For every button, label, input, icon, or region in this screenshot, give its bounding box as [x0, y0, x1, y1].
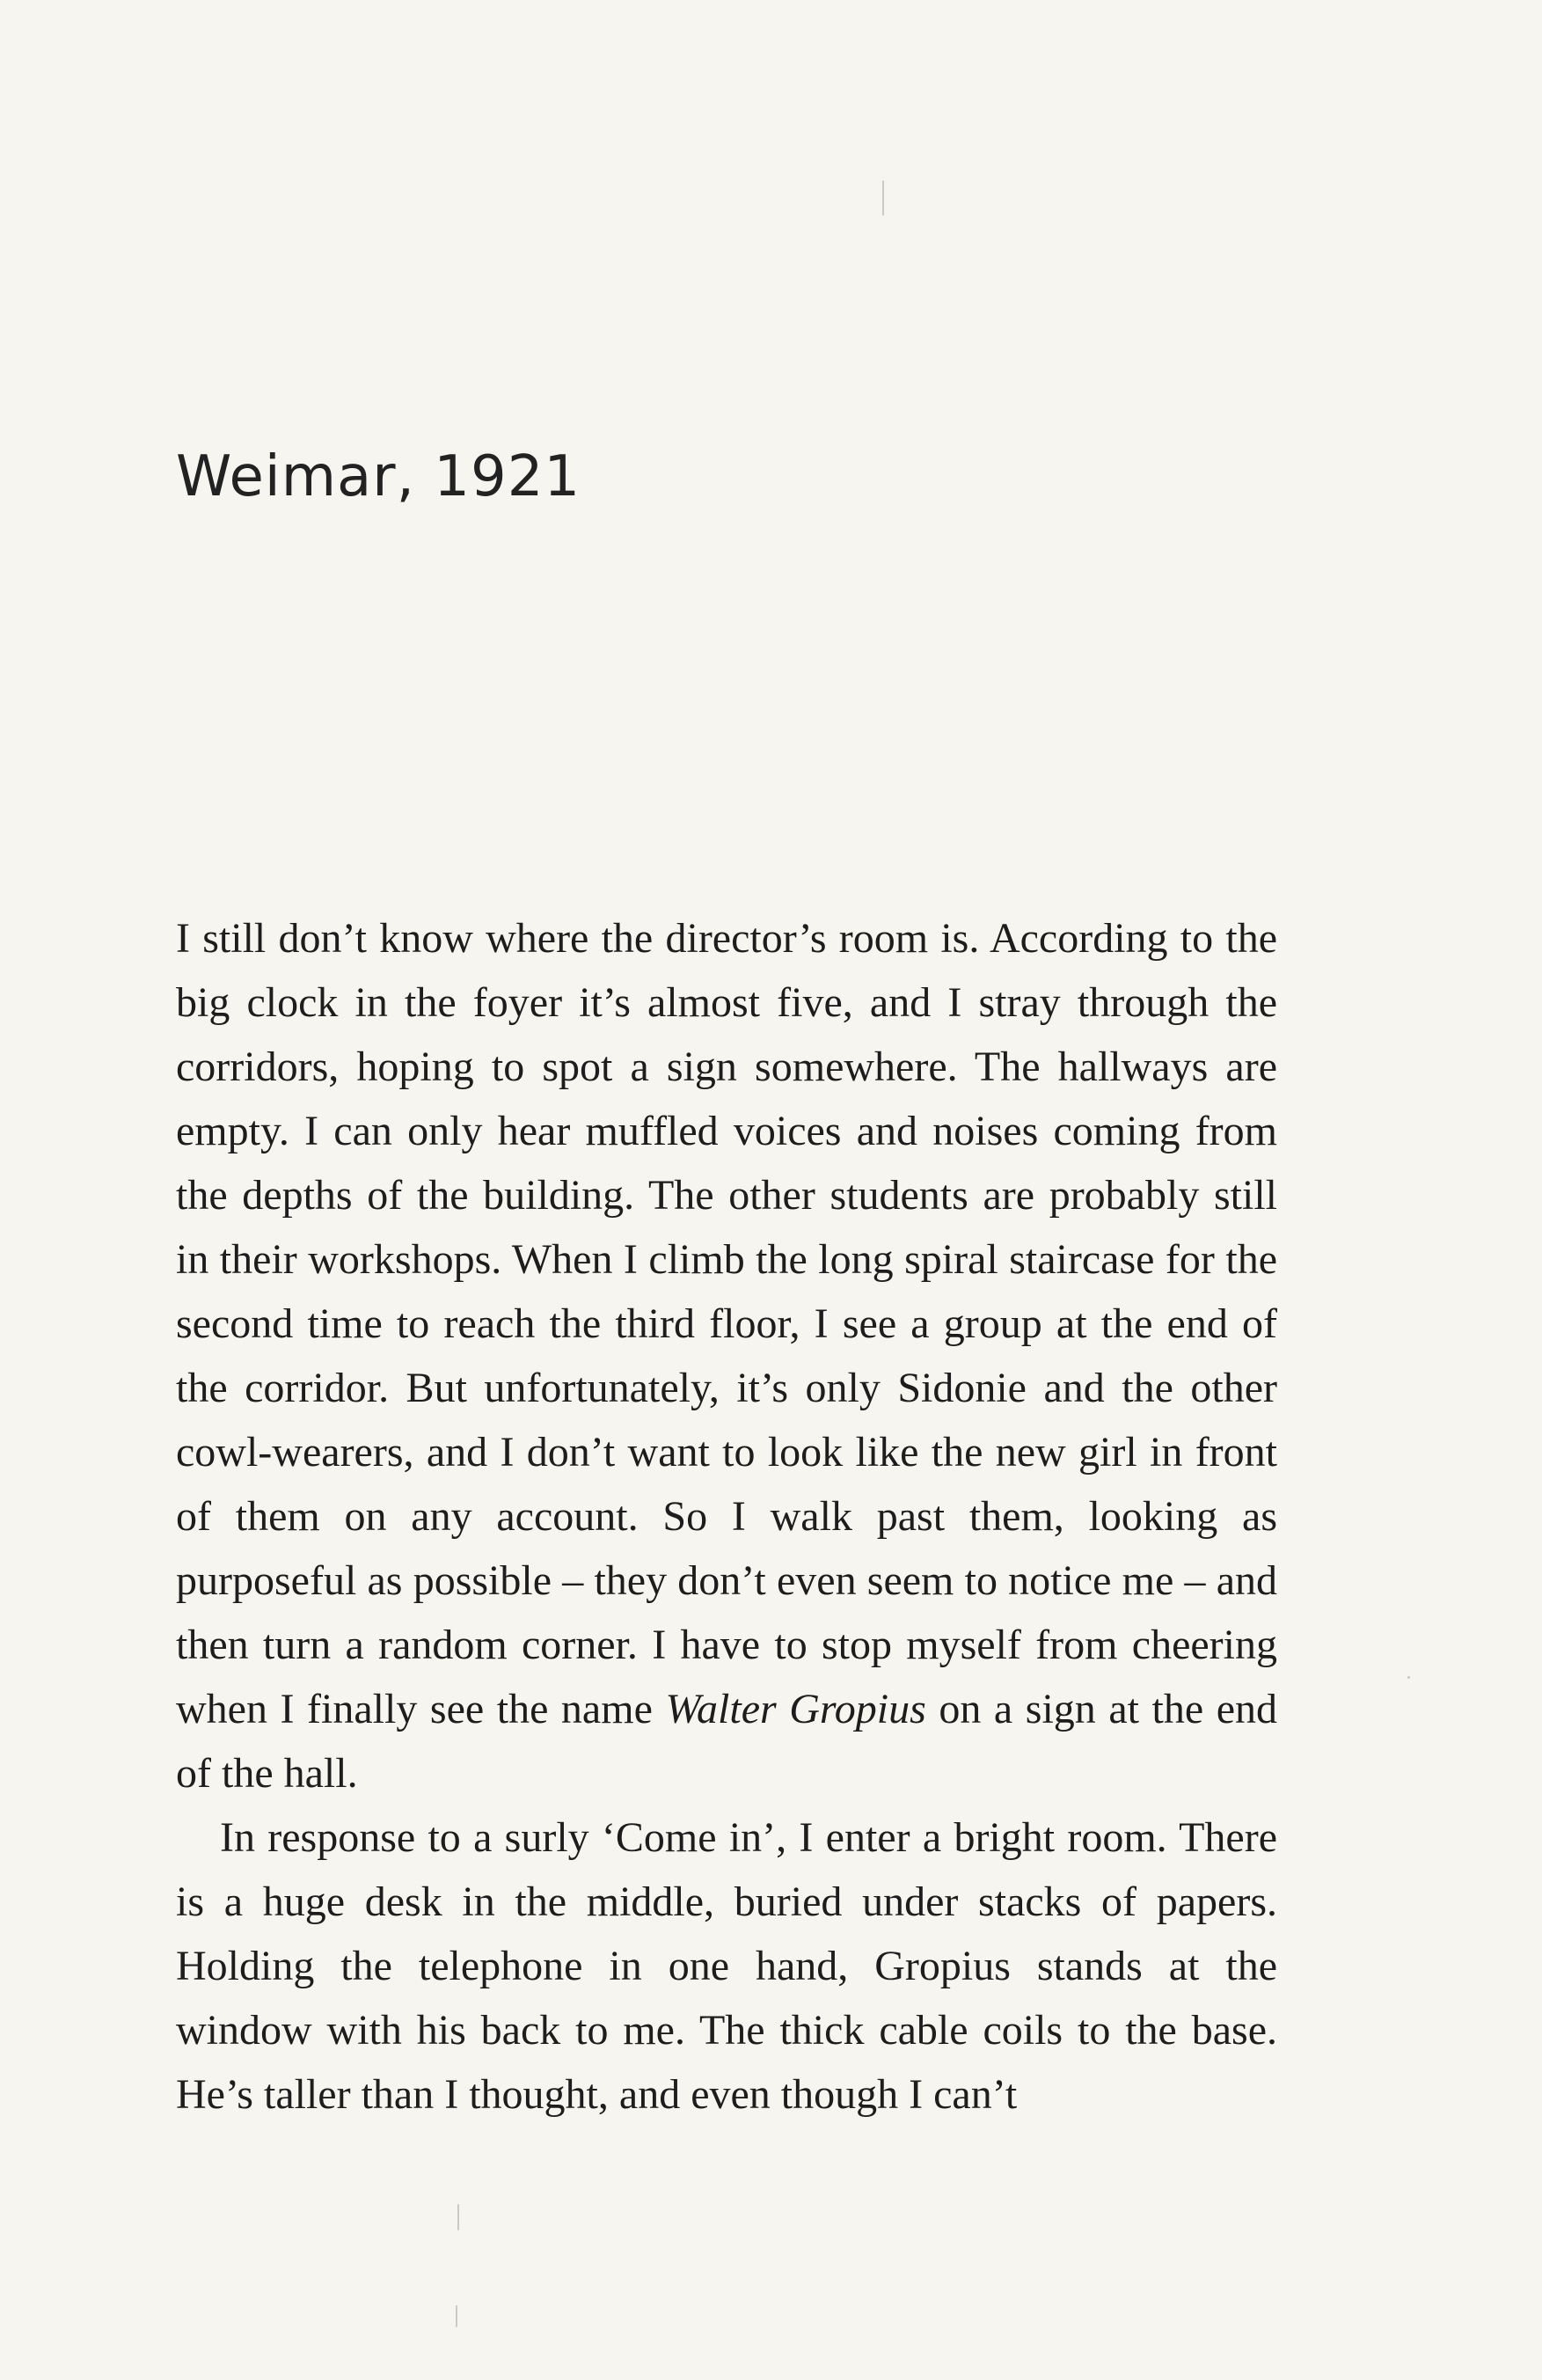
- paragraph-2: In response to a surly ‘Come in’, I enter a bright room. There is a huge desk in the middle, buried under stacks of papers. Holding the telephone in one hand, Gropius stands at the window with his back to me. The thick cable coils to the base. He’s taller than I thought, and even though I can’t: [176, 1814, 1277, 2118]
- paragraph-1: [176, 906, 1277, 1805]
- scan-speck: [1407, 1676, 1410, 1679]
- paragraph-1-text-start: I still don’t know where the director’s room is. According to the big clock in the foyer it’s almost five, and I stray through the corridors, hoping to spot a sign somewhere. The hallways are empty. I can only hear muffled voices and noises coming from the depths of the building. The other students are probably still in their workshops. When I climb the long spiral staircase for the second time to reach the third floor, I see a group at the end of the corridor. But unfortunately, it’s only Sidonie and the other cowl-wearers, and I don’t want to look like the new girl in front of them on any account. So I walk past them, looking as purposeful as possible – they don’t even seem to notice me – and then turn a random corner. I have to stop myself from cheering when I finally see the name: [176, 915, 1277, 1732]
- name-walter-gropius: Walter Gropius: [665, 1686, 926, 1732]
- chapter-title: Weimar, 1921: [176, 444, 581, 509]
- scan-speck: [456, 2305, 457, 2327]
- paragraph-1-text-end: on a sign at the end of the hall.: [176, 1686, 1278, 1797]
- scan-speck: [457, 2204, 459, 2230]
- scan-speck: [882, 180, 884, 216]
- body-text: [176, 906, 1277, 2127]
